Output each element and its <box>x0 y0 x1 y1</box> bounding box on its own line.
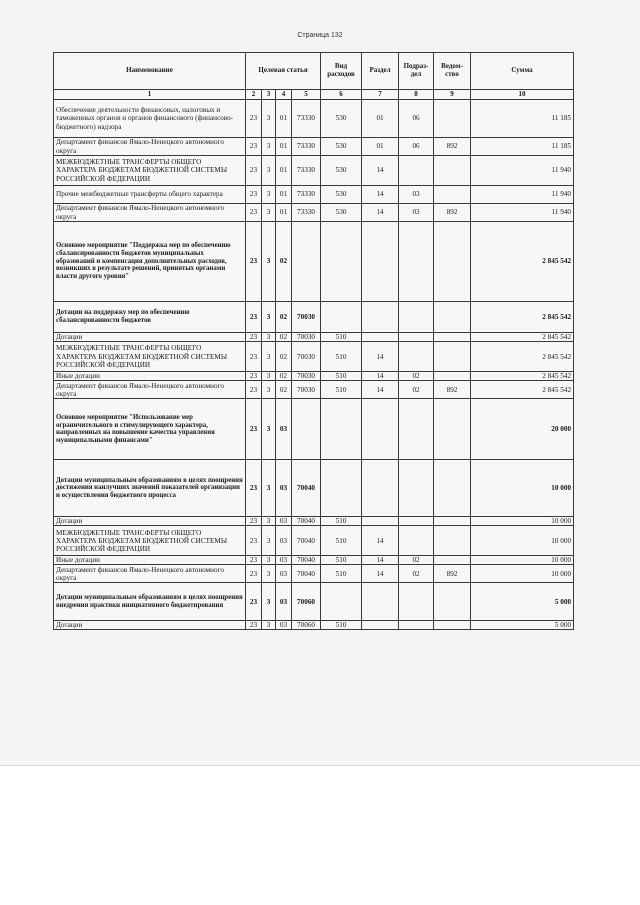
row-subprogram-code: 3 <box>262 399 276 460</box>
row-program-code: 23 <box>246 222 262 302</box>
row-subsection <box>399 460 434 517</box>
row-department <box>434 333 471 342</box>
row-name: МЕЖБЮДЖЕТНЫЕ ТРАНСФЕРТЫ ОБЩЕГО ХАРАКТЕРА БЮДЖЕТАМ БЮДЖЕТНОЙ СИСТЕМЫ РОССИЙСКОЙ ФЕДЕРАЦИИ <box>54 526 246 556</box>
row-amount: 2 845 542 <box>471 372 574 381</box>
row-subprogram-code: 3 <box>262 517 276 526</box>
row-program-code: 23 <box>246 186 262 204</box>
row-section: 14 <box>362 526 399 556</box>
row-program-code: 23 <box>246 138 262 156</box>
row-subsection <box>399 399 434 460</box>
row-subprogram-code: 3 <box>262 526 276 556</box>
row-name: Прочие межбюджетные трансферты общего характера <box>54 186 246 204</box>
row-department <box>434 342 471 372</box>
row-program-code: 23 <box>246 204 262 222</box>
row-direction-code: 70030 <box>292 381 321 399</box>
header-amount: Сумма <box>471 53 574 90</box>
column-number: 4 <box>276 90 292 100</box>
row-subprogram-code: 3 <box>262 100 276 138</box>
row-subsection <box>399 156 434 186</box>
row-department <box>434 517 471 526</box>
row-expense-type: 510 <box>321 381 362 399</box>
row-name: Основное мероприятие "Поддержка мер по обеспечению сбалансированности бюджетов муниципальных образований и компенсация дополнительных расходов, возникших в результате решений, принятых органами власти другого уровня" <box>54 222 246 302</box>
table-row <box>54 186 574 204</box>
table-row <box>54 156 574 186</box>
row-program-code: 23 <box>246 556 262 565</box>
row-amount: 10 000 <box>471 526 574 556</box>
table-body <box>54 100 574 630</box>
row-section <box>362 399 399 460</box>
row-subsection <box>399 302 434 333</box>
row-expense-type: 510 <box>321 621 362 630</box>
row-measure-code: 02 <box>276 333 292 342</box>
row-expense-type: 530 <box>321 204 362 222</box>
row-direction-code: 70030 <box>292 372 321 381</box>
row-subprogram-code: 3 <box>262 583 276 621</box>
row-amount: 10 000 <box>471 460 574 517</box>
row-name: Дотации муниципальным образованиям в целях поощрения достижения наилучших значений показателей организации и осуществления бюджетного процесса <box>54 460 246 517</box>
table-row <box>54 222 574 302</box>
row-expense-type <box>321 222 362 302</box>
row-direction-code: 70060 <box>292 583 321 621</box>
row-subprogram-code: 3 <box>262 621 276 630</box>
row-name: Дотации <box>54 333 246 342</box>
row-subprogram-code: 3 <box>262 556 276 565</box>
row-amount: 2 845 542 <box>471 222 574 302</box>
row-amount: 2 845 542 <box>471 302 574 333</box>
header-section: Раздел <box>362 53 399 90</box>
row-amount: 11 185 <box>471 138 574 156</box>
row-name: Дотации <box>54 621 246 630</box>
row-expense-type: 530 <box>321 138 362 156</box>
row-department <box>434 460 471 517</box>
table-row <box>54 342 574 372</box>
row-subprogram-code: 3 <box>262 372 276 381</box>
row-program-code: 23 <box>246 333 262 342</box>
row-name: Департамент финансов Ямало-Ненецкого автономного округа <box>54 204 246 222</box>
row-direction-code: 70030 <box>292 302 321 333</box>
row-measure-code: 01 <box>276 156 292 186</box>
row-subprogram-code: 3 <box>262 342 276 372</box>
row-direction-code: 70040 <box>292 565 321 583</box>
row-department: 892 <box>434 565 471 583</box>
row-name: МЕЖБЮДЖЕТНЫЕ ТРАНСФЕРТЫ ОБЩЕГО ХАРАКТЕРА БЮДЖЕТАМ БЮДЖЕТНОЙ СИСТЕМЫ РОССИЙСКОЙ ФЕДЕРАЦИИ <box>54 342 246 372</box>
row-amount: 2 845 542 <box>471 342 574 372</box>
row-section <box>362 517 399 526</box>
row-name: Департамент финансов Ямало-Ненецкого автономного округа <box>54 565 246 583</box>
row-program-code: 23 <box>246 156 262 186</box>
row-subprogram-code: 3 <box>262 222 276 302</box>
row-expense-type: 530 <box>321 186 362 204</box>
row-name: Дотации <box>54 517 246 526</box>
row-program-code: 23 <box>246 460 262 517</box>
row-name: Основное мероприятие "Использование мер ограничительного и стимулирующего характера, направленных на повышение качества управления муниципальными финансами" <box>54 399 246 460</box>
row-subsection: 02 <box>399 556 434 565</box>
row-section: 01 <box>362 138 399 156</box>
table-row <box>54 526 574 556</box>
header-expense-type: Вид расходов <box>321 53 362 90</box>
row-department <box>434 372 471 381</box>
row-department: 892 <box>434 204 471 222</box>
row-expense-type: 510 <box>321 372 362 381</box>
row-measure-code: 03 <box>276 399 292 460</box>
row-program-code: 23 <box>246 583 262 621</box>
row-expense-type <box>321 399 362 460</box>
header-name: Наименование <box>54 53 246 90</box>
row-subsection: 02 <box>399 381 434 399</box>
row-measure-code: 02 <box>276 372 292 381</box>
row-department <box>434 100 471 138</box>
row-amount: 11 185 <box>471 100 574 138</box>
row-subsection <box>399 526 434 556</box>
row-section <box>362 222 399 302</box>
row-amount: 10 000 <box>471 556 574 565</box>
table-row <box>54 399 574 460</box>
row-name: Иные дотации <box>54 556 246 565</box>
row-subprogram-code: 3 <box>262 138 276 156</box>
row-subsection <box>399 342 434 372</box>
column-number: 6 <box>321 90 362 100</box>
row-measure-code: 03 <box>276 517 292 526</box>
row-program-code: 23 <box>246 517 262 526</box>
row-subprogram-code: 3 <box>262 381 276 399</box>
row-measure-code: 03 <box>276 460 292 517</box>
row-subsection <box>399 222 434 302</box>
row-section: 14 <box>362 565 399 583</box>
budget-table <box>53 52 574 630</box>
row-section: 14 <box>362 204 399 222</box>
row-expense-type: 530 <box>321 156 362 186</box>
row-amount: 5 000 <box>471 621 574 630</box>
row-program-code: 23 <box>246 565 262 583</box>
table-row <box>54 372 574 381</box>
row-program-code: 23 <box>246 302 262 333</box>
row-expense-type: 510 <box>321 526 362 556</box>
row-subsection <box>399 517 434 526</box>
row-program-code: 23 <box>246 100 262 138</box>
row-direction-code <box>292 399 321 460</box>
row-direction-code: 73330 <box>292 204 321 222</box>
row-direction-code: 70030 <box>292 333 321 342</box>
row-expense-type: 530 <box>321 100 362 138</box>
row-name: Департамент финансов Ямало-Ненецкого автономного округа <box>54 138 246 156</box>
row-department <box>434 556 471 565</box>
row-subsection: 03 <box>399 186 434 204</box>
row-subprogram-code: 3 <box>262 204 276 222</box>
column-number: 5 <box>292 90 321 100</box>
row-subsection <box>399 621 434 630</box>
row-program-code: 23 <box>246 526 262 556</box>
row-section <box>362 302 399 333</box>
table-row <box>54 138 574 156</box>
row-direction-code: 73330 <box>292 100 321 138</box>
row-direction-code: 70060 <box>292 621 321 630</box>
row-expense-type: 510 <box>321 517 362 526</box>
row-amount: 11 940 <box>471 204 574 222</box>
row-section: 14 <box>362 372 399 381</box>
row-amount: 2 845 542 <box>471 333 574 342</box>
row-section: 14 <box>362 381 399 399</box>
header-row <box>54 53 574 90</box>
row-measure-code: 01 <box>276 138 292 156</box>
row-program-code: 23 <box>246 381 262 399</box>
table-row <box>54 302 574 333</box>
row-amount: 2 845 542 <box>471 381 574 399</box>
column-number: 10 <box>471 90 574 100</box>
table-row <box>54 517 574 526</box>
row-measure-code: 03 <box>276 565 292 583</box>
row-section: 14 <box>362 156 399 186</box>
row-subsection: 06 <box>399 138 434 156</box>
table-row <box>54 583 574 621</box>
row-amount: 10 000 <box>471 517 574 526</box>
row-subsection: 02 <box>399 565 434 583</box>
row-department <box>434 583 471 621</box>
row-name: Обеспечение деятельности финансовых, налоговых и таможенных органов и органов финансового (финансово-бюджетного) надзора <box>54 100 246 138</box>
row-name: Департамент финансов Ямало-Ненецкого автономного округа <box>54 381 246 399</box>
row-direction-code: 73330 <box>292 156 321 186</box>
row-subprogram-code: 3 <box>262 460 276 517</box>
row-measure-code: 03 <box>276 583 292 621</box>
row-section: 14 <box>362 186 399 204</box>
column-number: 3 <box>262 90 276 100</box>
row-name: МЕЖБЮДЖЕТНЫЕ ТРАНСФЕРТЫ ОБЩЕГО ХАРАКТЕРА БЮДЖЕТАМ БЮДЖЕТНОЙ СИСТЕМЫ РОССИЙСКОЙ ФЕДЕРАЦИИ <box>54 156 246 186</box>
row-subprogram-code: 3 <box>262 565 276 583</box>
row-name: Дотации муниципальным образованиям в целях поощрения внедрения практики инициативного бюджетирования <box>54 583 246 621</box>
row-direction-code: 70040 <box>292 460 321 517</box>
row-department <box>434 156 471 186</box>
table-row <box>54 556 574 565</box>
row-expense-type <box>321 460 362 517</box>
row-measure-code: 01 <box>276 100 292 138</box>
row-direction-code: 73330 <box>292 186 321 204</box>
row-measure-code: 02 <box>276 302 292 333</box>
column-number: 1 <box>54 90 246 100</box>
column-number: 9 <box>434 90 471 100</box>
row-measure-code: 01 <box>276 204 292 222</box>
table-row <box>54 204 574 222</box>
row-expense-type: 510 <box>321 556 362 565</box>
row-measure-code: 03 <box>276 526 292 556</box>
row-measure-code: 01 <box>276 186 292 204</box>
row-amount: 20 000 <box>471 399 574 460</box>
row-subsection: 02 <box>399 372 434 381</box>
row-expense-type <box>321 302 362 333</box>
page-number-label: Страница 132 <box>297 32 343 39</box>
table-row <box>54 333 574 342</box>
row-direction-code: 73330 <box>292 138 321 156</box>
column-number: 8 <box>399 90 434 100</box>
row-section: 01 <box>362 100 399 138</box>
row-direction-code <box>292 222 321 302</box>
header-department: Ведом-ство <box>434 53 471 90</box>
row-direction-code: 70040 <box>292 526 321 556</box>
row-expense-type: 510 <box>321 565 362 583</box>
column-number: 2 <box>246 90 262 100</box>
row-program-code: 23 <box>246 399 262 460</box>
row-amount: 11 940 <box>471 186 574 204</box>
row-direction-code: 70040 <box>292 517 321 526</box>
row-subsection <box>399 583 434 621</box>
row-measure-code: 03 <box>276 556 292 565</box>
table-row <box>54 565 574 583</box>
row-section <box>362 460 399 517</box>
row-program-code: 23 <box>246 621 262 630</box>
row-section <box>362 583 399 621</box>
row-measure-code: 02 <box>276 222 292 302</box>
row-amount: 11 940 <box>471 156 574 186</box>
row-department: 892 <box>434 381 471 399</box>
header-subsection: Подраз-дел <box>399 53 434 90</box>
row-subprogram-code: 3 <box>262 186 276 204</box>
column-number: 7 <box>362 90 399 100</box>
row-subprogram-code: 3 <box>262 302 276 333</box>
row-subsection <box>399 333 434 342</box>
row-expense-type: 510 <box>321 342 362 372</box>
row-direction-code: 70040 <box>292 556 321 565</box>
row-subsection: 03 <box>399 204 434 222</box>
table-row <box>54 100 574 138</box>
row-department <box>434 302 471 333</box>
row-measure-code: 02 <box>276 342 292 372</box>
row-department <box>434 186 471 204</box>
row-subsection: 06 <box>399 100 434 138</box>
row-expense-type: 510 <box>321 333 362 342</box>
row-measure-code: 03 <box>276 621 292 630</box>
row-department <box>434 222 471 302</box>
row-subprogram-code: 3 <box>262 156 276 186</box>
row-section: 14 <box>362 342 399 372</box>
row-department: 892 <box>434 138 471 156</box>
row-amount: 10 000 <box>471 565 574 583</box>
row-section <box>362 333 399 342</box>
row-direction-code: 70030 <box>292 342 321 372</box>
row-section <box>362 621 399 630</box>
table-row <box>54 381 574 399</box>
row-program-code: 23 <box>246 342 262 372</box>
header-target: Целевая статья <box>246 53 321 90</box>
row-amount: 5 000 <box>471 583 574 621</box>
table-row <box>54 460 574 517</box>
row-department <box>434 399 471 460</box>
row-subprogram-code: 3 <box>262 333 276 342</box>
row-name: Дотации на поддержку мер по обеспечению сбалансированности бюджетов <box>54 302 246 333</box>
row-section: 14 <box>362 556 399 565</box>
row-program-code: 23 <box>246 372 262 381</box>
column-number-row <box>54 90 574 100</box>
row-expense-type <box>321 583 362 621</box>
row-name: Иные дотации <box>54 372 246 381</box>
row-measure-code: 02 <box>276 381 292 399</box>
row-department <box>434 526 471 556</box>
table-row <box>54 621 574 630</box>
row-department <box>434 621 471 630</box>
